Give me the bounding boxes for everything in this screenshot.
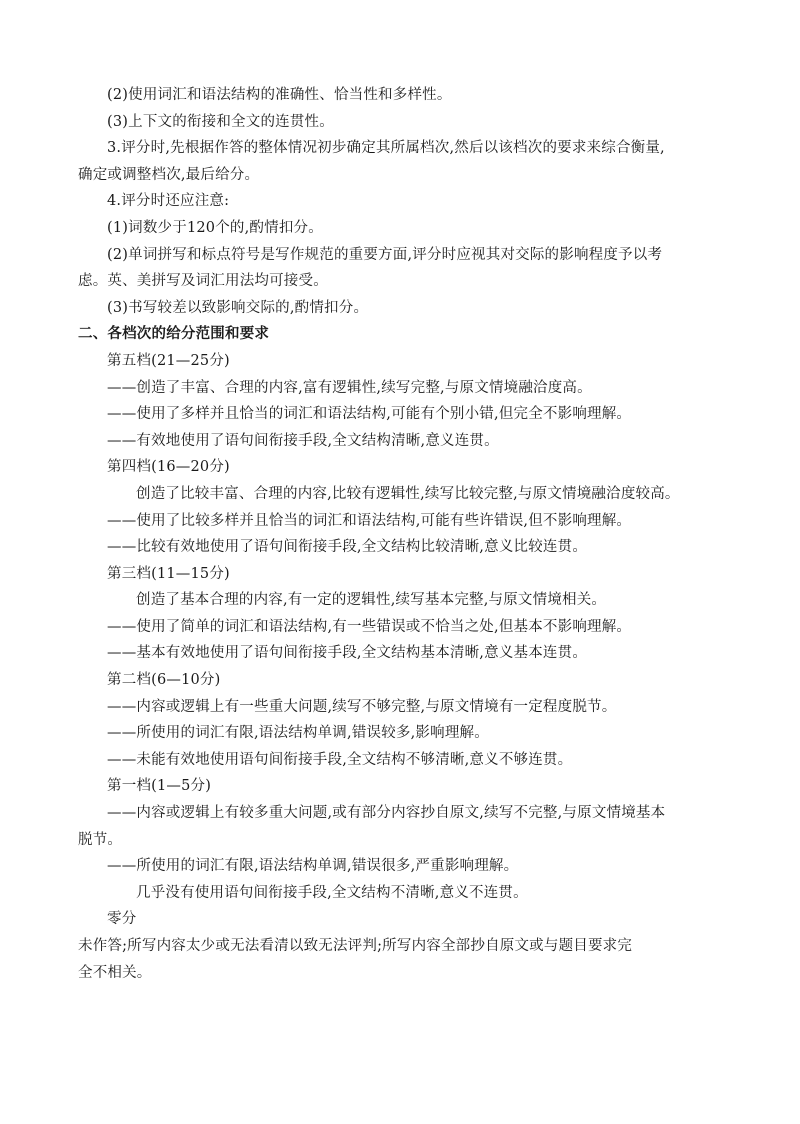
section-heading: 二、各档次的给分范围和要求 <box>78 326 270 343</box>
document-body <box>78 82 728 986</box>
note-item-2-cont: 虑。英、美拼写及词汇用法均可接受。 <box>78 273 328 290</box>
level-1-title: 第一档(1—5分) <box>107 778 212 795</box>
level-1-item-cont: 脱节。 <box>78 831 123 848</box>
level-4-item: ——使用了比较多样并且恰当的词汇和语法结构,可能有些许错误,但不影响理解。 <box>107 512 632 529</box>
level-2-item: ——未能有效地使用语句间衔接手段,全文结构不够清晰,意义不够连贯。 <box>107 751 573 768</box>
criteria-item-3: (3)上下文的衔接和全文的连贯性。 <box>107 113 334 130</box>
level-0-title: 零分 <box>107 911 137 928</box>
scoring-rule-4: 4.评分时还应注意: <box>107 193 230 210</box>
note-item-3: (3)书写较差以致影响交际的,酌情扣分。 <box>107 299 369 316</box>
level-3-item: ——基本有效地使用了语句间衔接手段,全文结构基本清晰,意义基本连贯。 <box>107 645 588 662</box>
level-4-item: 创造了比较丰富、合理的内容,比较有逻辑性,续写比较完整,与原文情境融洽度较高。 <box>136 485 680 502</box>
level-2-item: ——内容或逻辑上有一些重大问题,续写不够完整,与原文情境有一定程度脱节。 <box>107 698 617 715</box>
level-3-item: ——使用了简单的词汇和语法结构,有一些错误或不恰当之处,但基本不影响理解。 <box>107 618 632 635</box>
level-5-item: ——创造了丰富、合理的内容,富有逻辑性,续写完整,与原文情境融洽度高。 <box>107 379 592 396</box>
level-0-item: 未作答;所写内容太少或无法看清以致无法评判;所写内容全部抄自原文或与题目要求完 <box>78 938 633 954</box>
level-2-title: 第二档(6—10分) <box>107 672 221 689</box>
level-5-item: ——使用了多样并且恰当的词汇和语法结构,可能有个别小错,但完全不影响理解。 <box>107 406 632 423</box>
note-item-1: (1)词数少于120个的,酌情扣分。 <box>107 219 323 236</box>
scoring-rule-3: 3.评分时,先根据作答的整体情况初步确定其所属档次,然后以该档次的要求来综合衡量, <box>107 140 665 157</box>
level-1-item: 几乎没有使用语句间衔接手段,全文结构不清晰,意义不连贯。 <box>136 884 528 901</box>
level-3-item: 创造了基本合理的内容,有一定的逻辑性,续写基本完整,与原文情境相关。 <box>136 592 607 609</box>
level-4-item: ——比较有效地使用了语句间衔接手段,全文结构比较清晰,意义比较连贯。 <box>107 539 588 556</box>
level-1-item: ——内容或逻辑上有较多重大问题,或有部分内容抄自原文,续写不完整,与原文情境基本 <box>107 805 666 822</box>
level-5-item: ——有效地使用了语句间衔接手段,全文结构清晰,意义连贯。 <box>107 432 499 449</box>
level-2-item: ——所使用的词汇有限,语法结构单调,错误较多,影响理解。 <box>107 725 489 742</box>
scoring-rule-3-cont: 确定或调整档次,最后给分。 <box>78 166 260 183</box>
note-item-2: (2)单词拼写和标点符号是写作规范的重要方面,评分时应视其对交际的影响程度予以考 <box>107 246 663 263</box>
level-4-title: 第四档(16—20分) <box>107 459 230 476</box>
criteria-item-2: (2)使用词汇和语法结构的准确性、恰当性和多样性。 <box>107 87 452 103</box>
level-5-title: 第五档(21—25分) <box>107 352 230 369</box>
level-1-item: ——所使用的词汇有限,语法结构单调,错误很多,严重影响理解。 <box>107 858 519 875</box>
level-0-item-cont: 全不相关。 <box>78 964 152 981</box>
level-3-title: 第三档(11—15分) <box>107 565 230 582</box>
